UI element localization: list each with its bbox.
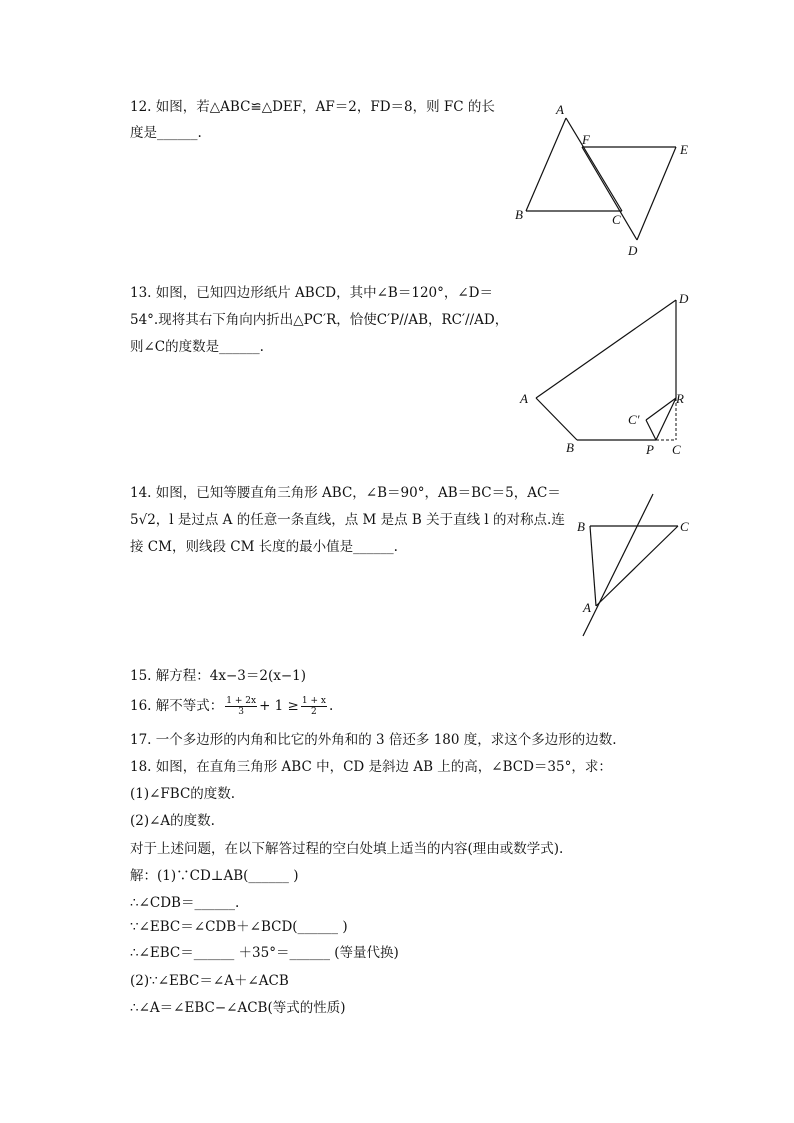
q13-label-R: R (676, 391, 684, 406)
q12-line2: 度是______. (130, 125, 202, 141)
q13-line3: 则∠C的度数是______. (130, 339, 264, 355)
q12-label-B: B (515, 207, 523, 222)
q13-line1: 13. 如图，已知四边形纸片 ABCD，其中∠B＝120°，∠D＝ (130, 285, 494, 301)
q18-line10: ∴∠A＝∠EBC−∠ACB(等式的性质) (130, 1000, 346, 1016)
q18-line6: ∴∠CDB＝______. (130, 895, 240, 911)
q16-frac2-numerator: 1 + x (301, 696, 326, 706)
q14-line1: 14. 如图，已知等腰直角三角形 ABC，∠B＝90°，AB＝BC＝5，AC＝ (130, 485, 561, 501)
q14-label-A: A (583, 600, 591, 615)
q16-prefix: 16. 解不等式： (130, 698, 224, 714)
q12-label-A: A (556, 102, 564, 117)
q18-line7: ∵∠EBC＝∠CDB＋∠BCD(______ ) (130, 919, 348, 935)
q13-label-A: A (520, 391, 528, 406)
q16-middle: + 1 ≥ (259, 698, 299, 714)
q12-label-D: D (628, 243, 638, 258)
q13-label-D: D (679, 291, 689, 306)
q12-line1: 12. 如图，若△ABC≌△DEF，AF＝2，FD＝8，则 FC 的长 (130, 99, 495, 115)
q16-frac1-denominator: 3 (238, 707, 245, 717)
q13-label-Cp: C′ (628, 412, 640, 427)
q14-label-B: B (577, 519, 585, 534)
q18-line3: (2)∠A的度数. (130, 813, 215, 829)
q14-line2: 5√2，l 是过点 A 的任意一条直线，点 M 是点 B 关于直线 l 的对称点.连 (130, 512, 565, 528)
q17-line: 17. 一个多边形的内角和比它的外角和的 3 倍还多 180 度，求这个多边形的边数. (130, 732, 617, 748)
q13-line2: 54°.现将其右下角向内折出△PC′R，恰使C′P//AB，RC′//AD， (130, 312, 509, 328)
q13-label-P: P (646, 442, 654, 457)
q18-line5: 解：(1)∵CD⊥AB(______ ) (130, 868, 299, 884)
q18-line9: (2)∵∠EBC＝∠A＋∠ACB (130, 973, 289, 989)
q16-fraction-2 (301, 696, 327, 717)
q16-frac1-numerator: 1 + 2x (226, 696, 257, 706)
q12-label-F: F (582, 132, 590, 147)
q14-line3: 接 CM，则线段 CM 长度的最小值是______. (130, 539, 398, 555)
q16-frac2-denominator: 2 (311, 707, 317, 717)
q18-line1: 18. 如图，在直角三角形 ABC 中，CD 是斜边 AB 上的高，∠BCD＝35°，求： (130, 759, 612, 775)
q18-line4: 对于上述问题，在以下解答过程的空白处填上适当的内容(理由或数学式). (130, 841, 564, 857)
q14-label-C: C (680, 519, 689, 534)
q16-suffix: . (328, 698, 334, 714)
q12-label-E: E (680, 142, 688, 157)
q18-line8: ∴∠EBC＝______ ＋35°＝______ (等量代换) (130, 945, 399, 961)
q15-line: 15. 解方程：4x−3＝2(x−1) (130, 668, 307, 684)
q18-line2: (1)∠FBC的度数. (130, 786, 236, 802)
q16-fraction-1 (225, 696, 257, 717)
q13-label-C: C (672, 442, 681, 457)
q13-label-B: B (566, 440, 574, 455)
q16-line (130, 696, 333, 717)
q12-label-C: C (612, 212, 621, 227)
